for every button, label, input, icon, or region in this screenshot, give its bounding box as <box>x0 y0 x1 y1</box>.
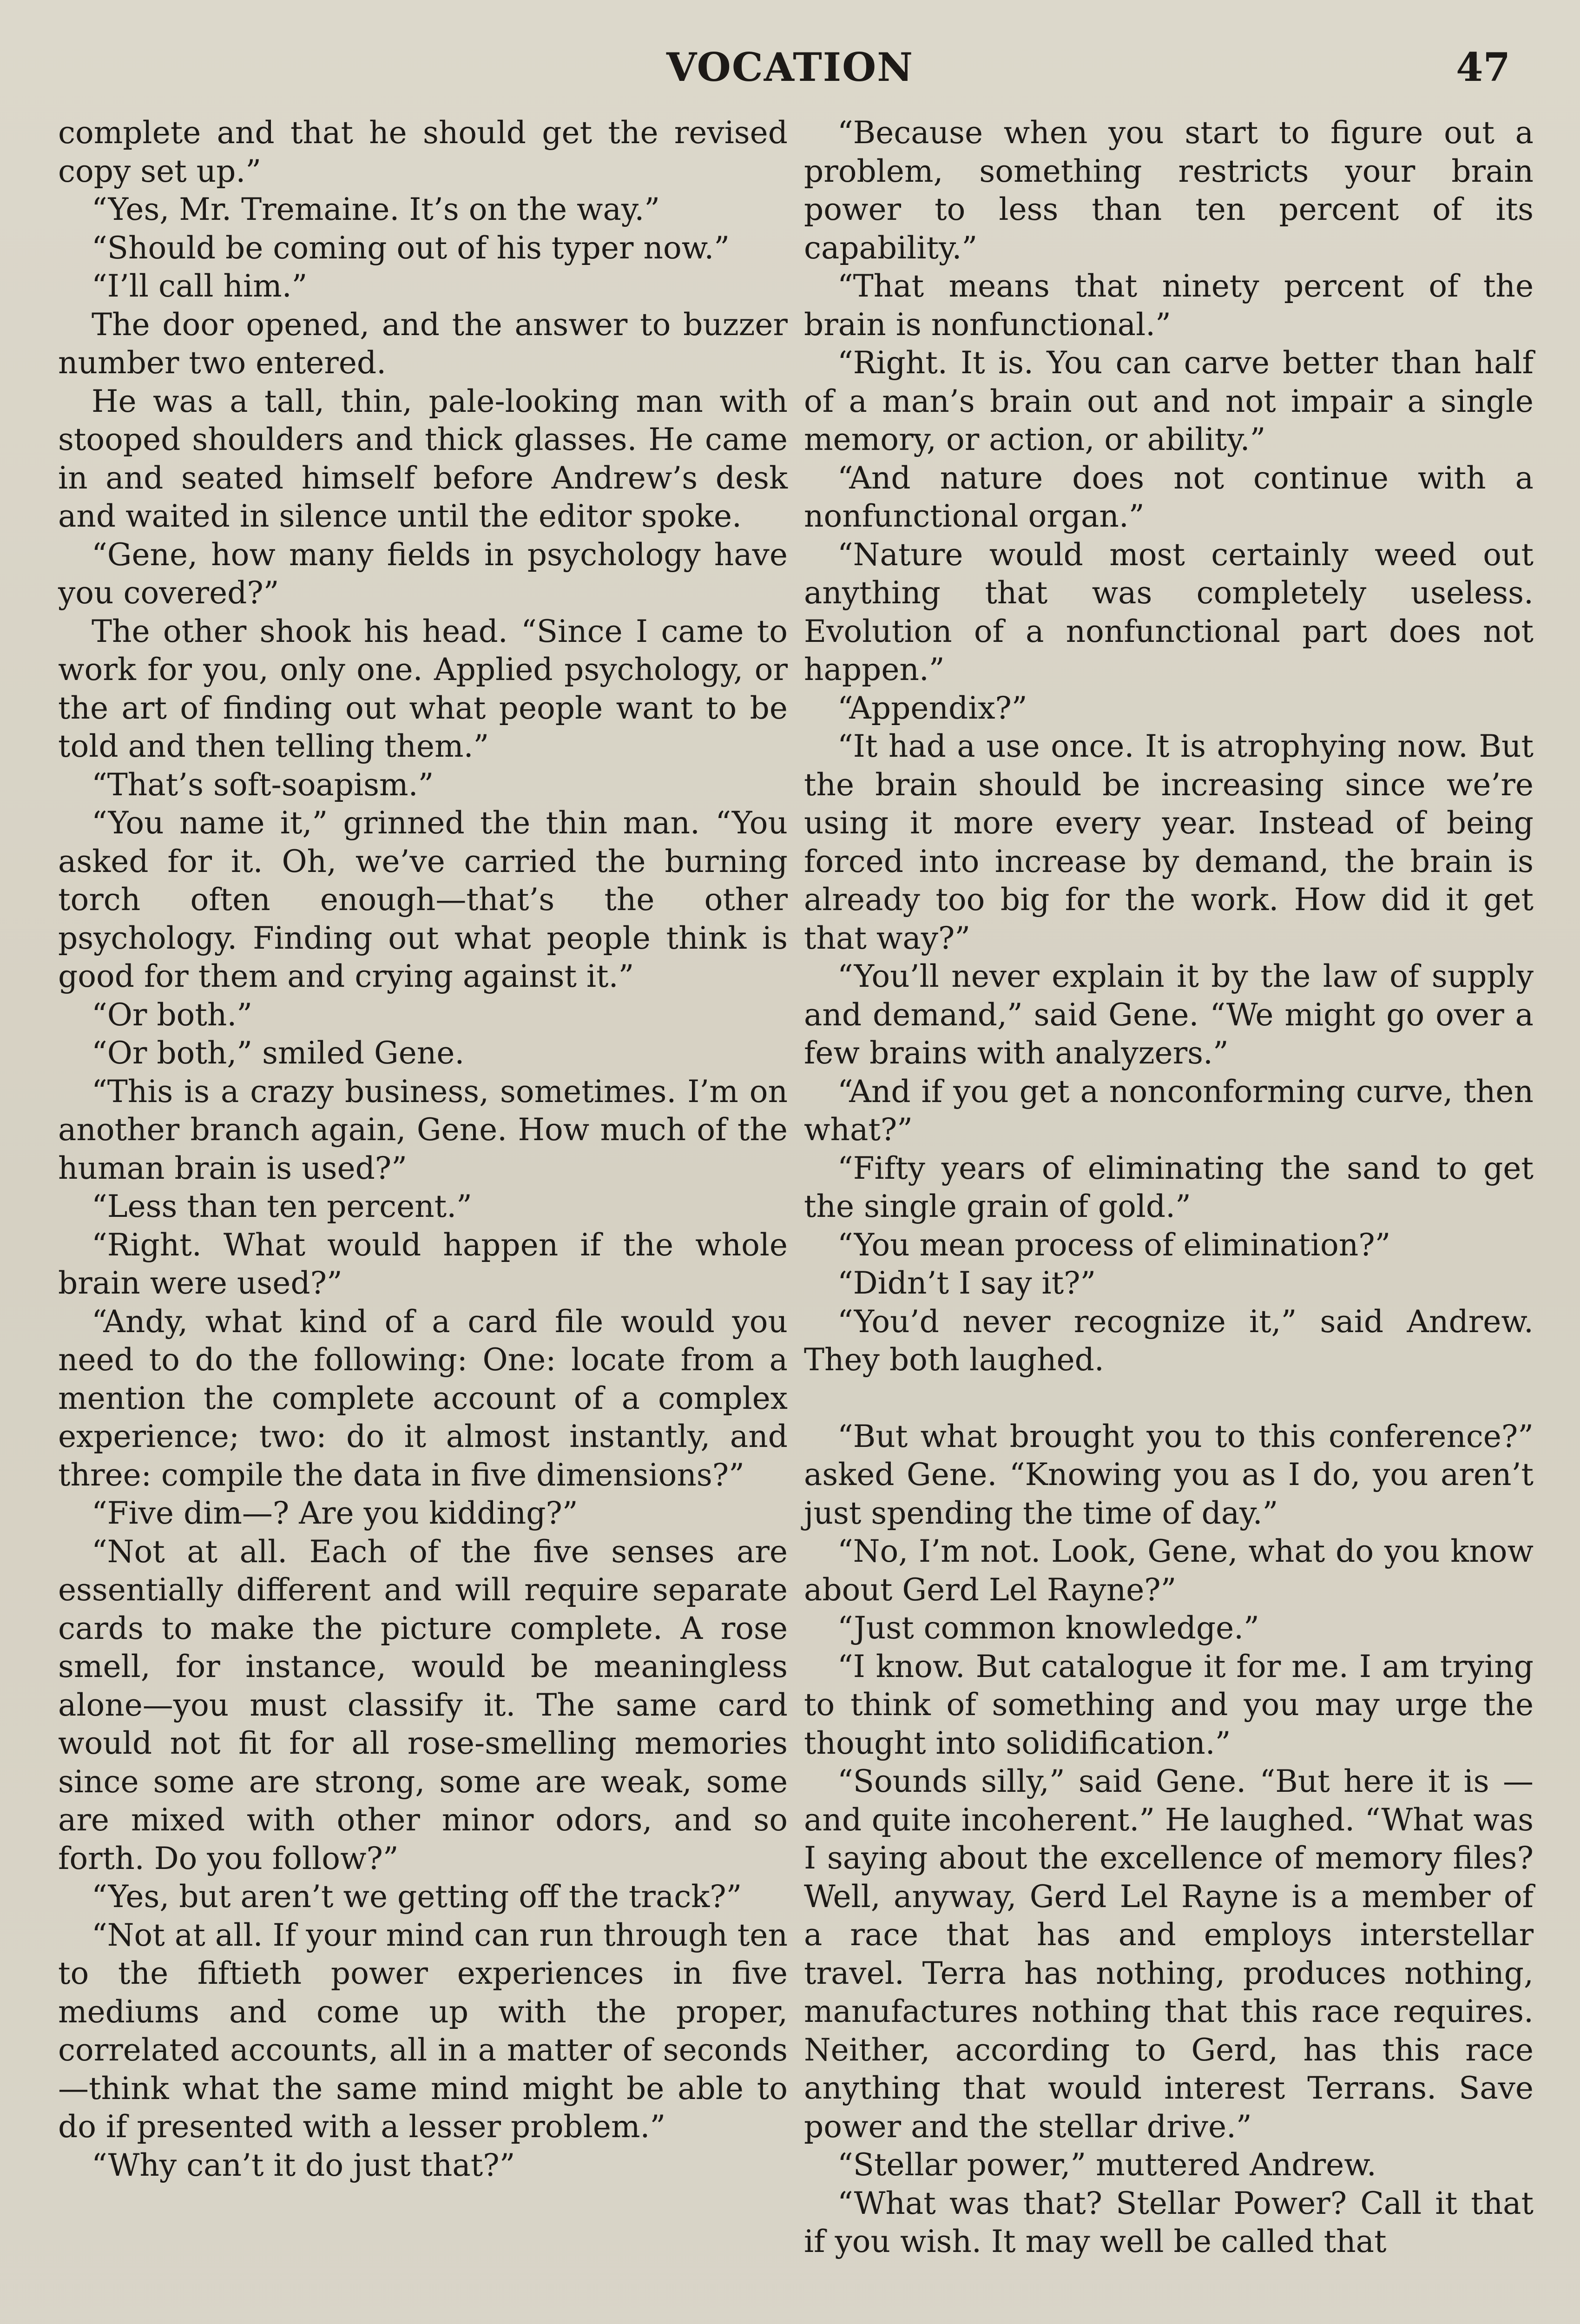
paragraph: “I’ll call him.” <box>92 268 308 304</box>
paragraph: “Just common knowledge.” <box>837 1610 1259 1646</box>
paragraph: “Why can’t it do just that?” <box>92 2147 515 2183</box>
paragraph: complete and that he should get the revised copy set up.” <box>58 115 788 189</box>
paragraph: “You name it,” grinned the thin man. “You asked for it. Oh, we’ve carried the burning torch often enough—that’s the other psychology. Finding out what people think is good for them and crying against it.” <box>58 805 788 994</box>
paragraph: “This is a crazy business, sometimes. I’m on another branch again, Gene. How much of the human brain is used?” <box>58 1073 788 1186</box>
paragraph: “I know. But catalogue it for me. I am trying to think of something and you may urge the thought into solidification.” <box>804 1648 1534 1761</box>
paragraph: “Sounds silly,” said Gene. “But here it is —and quite incoherent.” He laughed. “What was I saying about the excellence of memory files? Well, anyway, Gerd Lel Rayne is a member of a race that has and employs interstellar travel. Terra has nothing, produces nothing, manufactures nothing that this race requires. Neither, according to Gerd, has this race anything that would interest Terrans. Save power and the stellar drive.” <box>804 1763 1534 2145</box>
paragraph: “You’d never recognize it,” said Andrew. They both laughed. <box>804 1303 1534 1378</box>
paragraph: “Not at all. Each of the five senses are essentially different and will require separate cards to make the picture complete. A rose smell, for instance, would be meaningless alone—you must classify it. The same card would not fit for all rose-smelling memories since some are strong, some are weak, some are mixed with other minor odors, and so forth. Do you follow?” <box>58 1533 788 1876</box>
paragraph: “Stellar power,” muttered Andrew. <box>837 2147 1376 2183</box>
paragraph: “That means that ninety percent of the brain is nonfunctional.” <box>804 268 1534 343</box>
paragraph: “That’s soft-soapism.” <box>92 766 434 803</box>
paragraph: “Or both,” smiled Gene. <box>92 1035 465 1071</box>
paragraph: He was a tall, thin, pale-looking man with stooped shoulders and thick glasses. He came in and seated himself before Andrew’s desk and waited in silence until the editor spoke. <box>58 383 788 534</box>
running-title: VOCATION <box>666 44 914 90</box>
paragraph: “And if you get a nonconforming curve, then what?” <box>804 1073 1534 1148</box>
paragraph: “It had a use once. It is atrophying now. But the brain should be increasing since we’re using it more every year. Instead of being forced into increase by demand, the brain is already too big for the work. How did it get that way?” <box>804 728 1534 956</box>
paragraph: “Right. What would happen if the whole brain were used?” <box>58 1227 788 1301</box>
paragraph: “Didn’t I say it?” <box>837 1265 1096 1301</box>
paragraph: “Nature would most certainly weed out anything that was completely useless. Evolution of a nonfunctional part does not happen.” <box>804 536 1534 687</box>
paragraph: “No, I’m not. Look, Gene, what do you know about Gerd Lel Rayne?” <box>804 1533 1534 1608</box>
paragraph: “Or both.” <box>92 997 253 1033</box>
paragraph: “You’ll never explain it by the law of supply and demand,” said Gene. “We might go over a few brains with analyzers.” <box>804 958 1534 1071</box>
paragraph: “Yes, but aren’t we getting off the track?” <box>92 1879 742 1915</box>
paragraph: The other shook his head. “Since I came to work for you, only one. Applied psychology, or the art of finding out what people want to be told and then telling them.” <box>58 613 788 764</box>
paragraph: “Gene, how many fields in psychology have you covered?” <box>58 536 788 611</box>
left-column <box>58 114 788 2185</box>
paragraph: “What was that? Stellar Power? Call it that if you wish. It may well be called that <box>804 2185 1534 2259</box>
paragraph: “And nature does not continue with a nonfunctional organ.” <box>804 460 1534 534</box>
page-number: 47 <box>1456 44 1510 90</box>
page-header <box>0 44 1580 100</box>
paragraph: “Should be coming out of his typer now.” <box>92 230 730 266</box>
right-column <box>804 114 1534 2261</box>
paragraph: “Appendix?” <box>837 690 1027 726</box>
paragraph: “Less than ten percent.” <box>92 1188 472 1224</box>
paragraph: “Fifty years of eliminating the sand to get the single grain of gold.” <box>804 1150 1534 1224</box>
paragraph: “But what brought you to this conference?” asked Gene. “Knowing you as I do, you aren’t just spending the time of day.” <box>804 1418 1534 1531</box>
paragraph: “Right. It is. You can carve better than half of a man’s brain out and not impair a single memory, or action, or ability.” <box>804 345 1534 457</box>
paragraph: “You mean process of elimination?” <box>837 1227 1391 1263</box>
paragraph: The door opened, and the answer to buzzer number two entered. <box>58 306 788 381</box>
paragraph: “Not at all. If your mind can run through ten to the fiftieth power experiences in five mediums and come up with the proper, correlated accounts, all in a matter of seconds —think what the same mind might be able to do if presented with a lesser problem.” <box>58 1917 788 2145</box>
paragraph: “Yes, Mr. Tremaine. It’s on the way.” <box>92 191 660 227</box>
paragraph: “Andy, what kind of a card file would you need to do the following: One: locate from a mention the complete account of a complex experience; two: do it almost instantly, and three: compile the data in five dimensions?” <box>58 1303 788 1493</box>
paragraph: “Because when you start to figure out a problem, something restricts your brain power to less than ten percent of its capability.” <box>804 115 1534 266</box>
paragraph: “Five dim—? Are you kidding?” <box>92 1495 578 1531</box>
